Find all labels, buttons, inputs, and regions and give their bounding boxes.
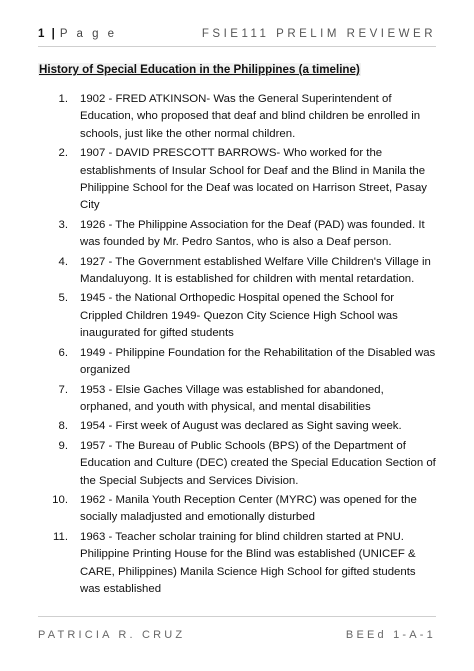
item-text: 1963 - Teacher scholar training for blind children started at PNU. Philippine Printing House for the Blind was established (UNICEF & CARE, Philippines) Manila Science High School for gifted students was established — [80, 530, 416, 595]
section-title: History of Special Education in the Philippines (a timeline) — [39, 63, 360, 76]
item-number: 9. — [58, 439, 68, 452]
item-text: 1953 - Elsie Gaches Village was established for abandoned, orphaned, and youth with physical, and mental disabilities — [80, 383, 384, 413]
item-text: 1926 - The Philippine Association for the Deaf (PAD) was founded. It was founded by Mr. Pedro Santos, who is also a Deaf person. — [80, 218, 425, 249]
timeline-item — [38, 382, 438, 417]
item-text: 1902 - FRED ATKINSON- Was the General Superintendent of Education, who proposed that deaf and blind children be enrolled in schools, just like the other normal children. — [80, 93, 421, 140]
item-number: 2. — [58, 147, 68, 160]
item-text: 1949 - Philippine Foundation for the Rehabilitation of the Disabled was organized — [80, 346, 436, 377]
item-text: 1927 - The Government established Welfare Ville Children's Village in Mandaluyong. It is established for children with mental retardation. — [80, 255, 431, 286]
timeline-list — [38, 91, 438, 598]
item-number: 11. — [53, 530, 68, 543]
timeline-item — [38, 254, 438, 289]
item-number: 8. — [58, 420, 68, 433]
item-number: 4. — [58, 255, 68, 268]
timeline-item — [38, 217, 438, 252]
timeline-item — [38, 438, 438, 490]
timeline-item — [38, 418, 438, 435]
timeline-item — [38, 345, 438, 380]
item-text: 1954 - First week of August was declared as Sight saving week. — [80, 420, 402, 433]
timeline-item — [38, 492, 438, 527]
item-text: 1907 - DAVID PRESCOTT BARROWS- Who worked for the establishments of Insular School for Deaf and the Blind in Manila the Philippine School for the Deaf was located on Harrison Street, Pasay City — [80, 147, 427, 212]
item-number: 1. — [58, 93, 68, 105]
item-text: 1945 - the National Orthopedic Hospital opened the School for Crippled Children 1949- Quezon City Science High School was inaugurated for gifted students — [80, 292, 398, 340]
item-number: 7. — [58, 383, 68, 396]
item-number: 3. — [58, 218, 68, 231]
page-footer — [38, 616, 436, 641]
item-text: 1962 - Manila Youth Reception Center (MYRC) was opened for the socially maladjusted and emotionally disturbed — [80, 493, 417, 524]
header-separator: | — [51, 28, 56, 40]
page-label — [38, 28, 117, 40]
item-number: 10. — [52, 493, 68, 506]
timeline-item — [38, 529, 438, 599]
page-header — [38, 28, 436, 47]
timeline-item — [38, 91, 438, 143]
item-text: 1957 - The Bureau of Public Schools (BPS) of the Department of Education and Culture (DEC) created the Special Education Section of the Special Subjects and Services Division. — [80, 439, 436, 487]
author-name: PATRICIA R. CRUZ — [38, 629, 186, 641]
timeline-item — [38, 145, 438, 215]
page-word: P a g e — [59, 28, 118, 40]
item-number: 6. — [58, 346, 68, 359]
timeline-item — [38, 290, 438, 342]
page-number: 1 — [38, 28, 46, 40]
document-title: FSIE111 PRELIM REVIEWER — [201, 28, 436, 40]
item-number: 5. — [58, 292, 68, 305]
class-section: BEEd 1-A-1 — [345, 629, 436, 641]
